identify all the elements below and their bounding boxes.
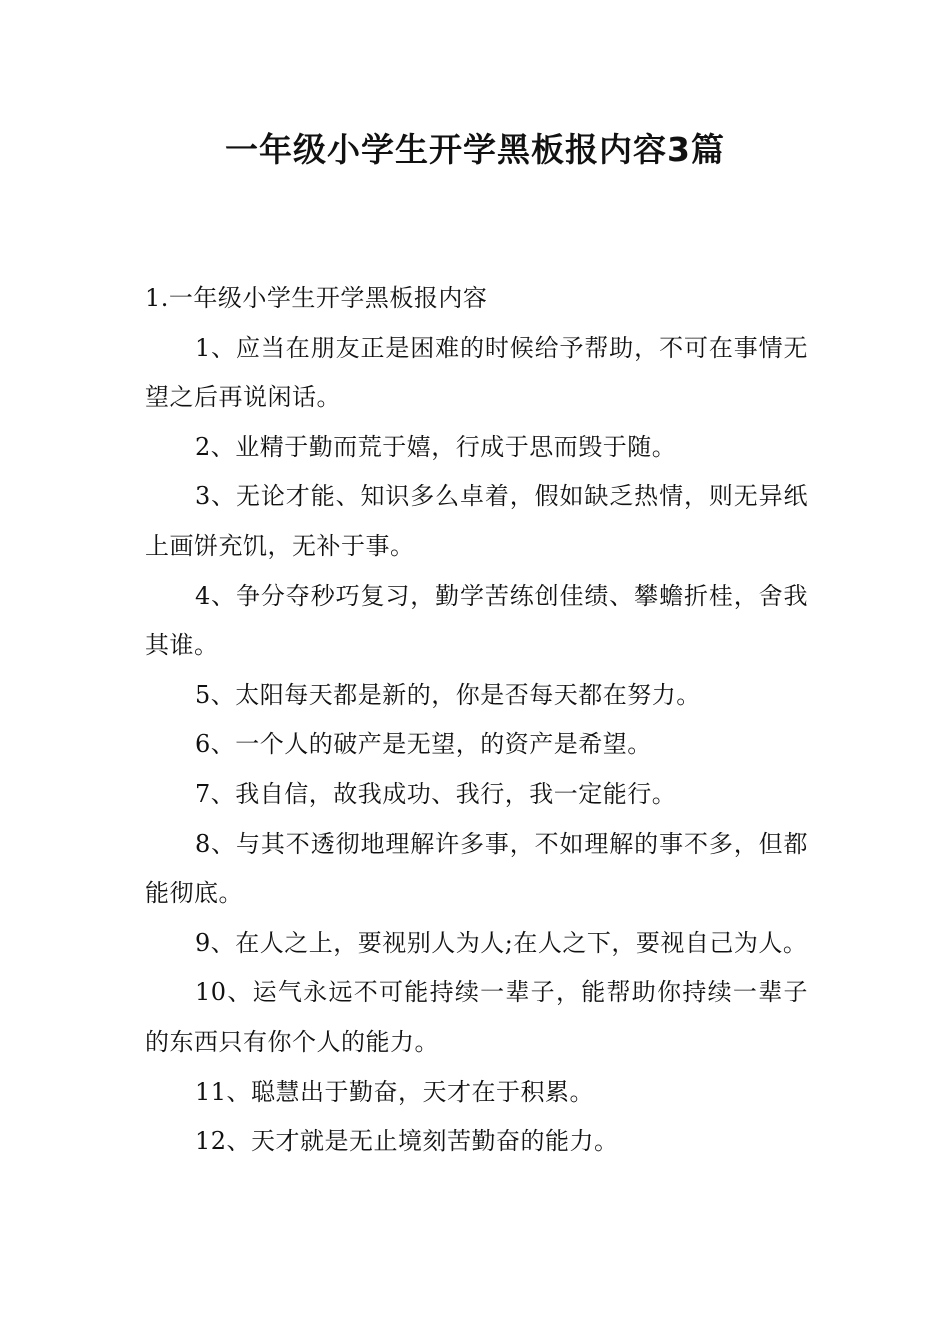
list-item: 1、应当在朋友正是困难的时候给予帮助，不可在事情无望之后再说闲话。: [145, 333, 808, 412]
list-item: 3、无论才能、知识多么卓着，假如缺乏热情，则无异纸上画饼充饥，无补于事。: [145, 482, 808, 560]
list-item: 12、天才就是无止境刻苦勤奋的能力。: [195, 1127, 619, 1156]
list-item: 2、业精于勤而荒于嬉，行成于思而毁于随。: [195, 432, 677, 461]
list-item: 4、争分夺秒巧复习，勤学苦练创佳绩、攀蟾折桂，舍我其谁。: [145, 581, 808, 660]
list-item: 8、与其不透彻地理解许多事，不如理解的事不多，但都能彻底。: [145, 829, 808, 908]
document-body: [145, 274, 808, 1167]
list-item: 11、聪慧出于勤奋，天才在于积累。: [195, 1077, 595, 1106]
list-item: 6、一个人的破产是无望，的资产是希望。: [195, 730, 652, 759]
list-item: 7、我自信，故我成功、我行，我一定能行。: [195, 779, 677, 808]
document-title: 一年级小学生开学黑板报内容3篇: [225, 130, 725, 169]
list-item: 10、运气永远不可能持续一辈子，能帮助你持续一辈子的东西只有你个人的能力。: [145, 978, 808, 1056]
list-item: 5、太阳每天都是新的，你是否每天都在努力。: [195, 680, 701, 709]
section-heading: 1.一年级小学生开学黑板报内容: [145, 284, 488, 312]
list-item: 9、在人之上，要视别人为人;在人之下，要视自己为人。: [195, 928, 808, 957]
